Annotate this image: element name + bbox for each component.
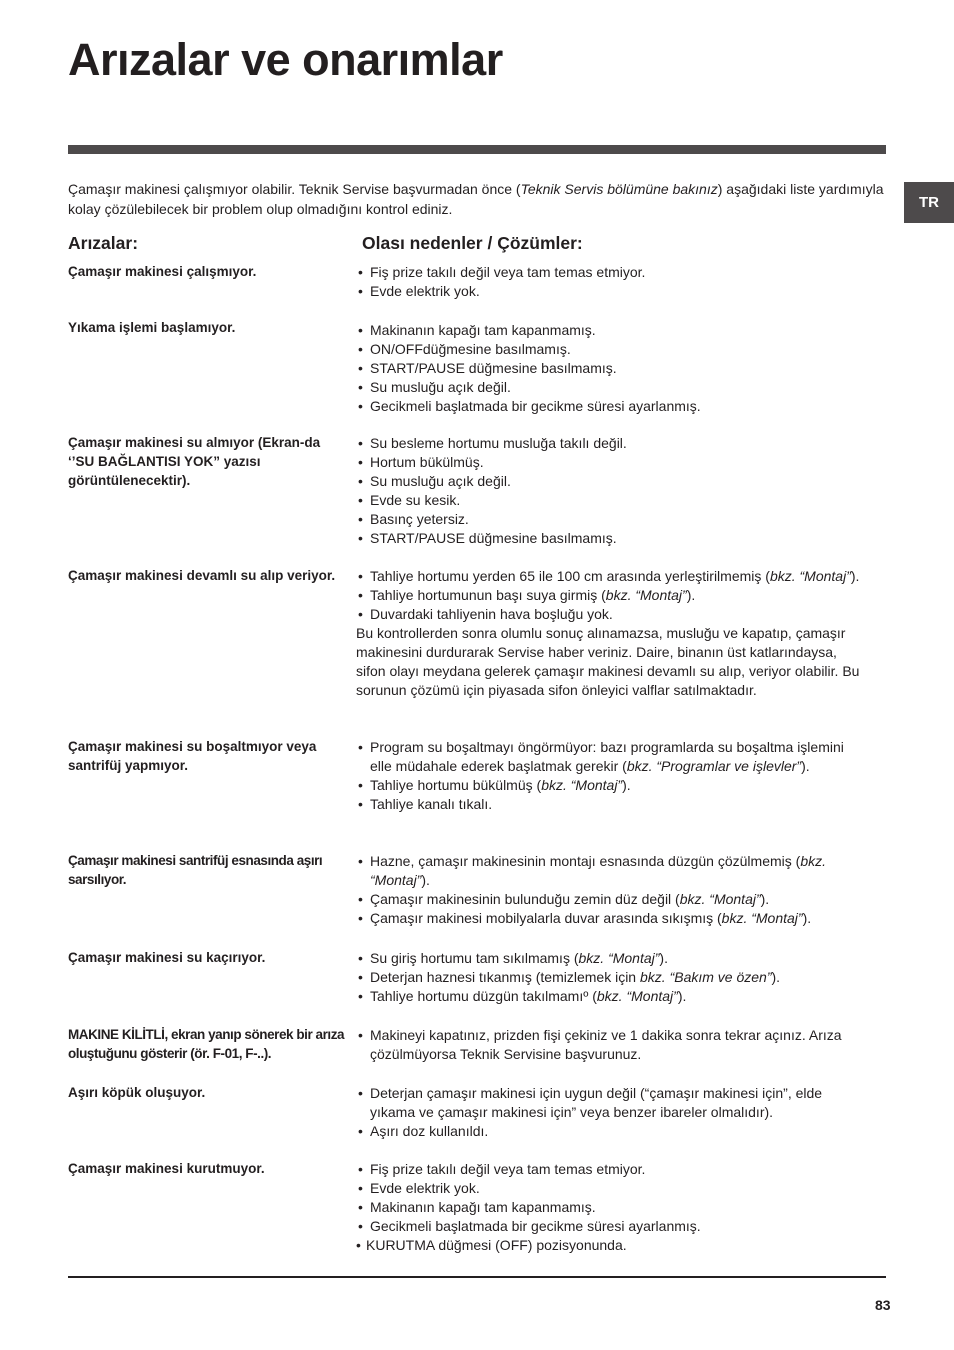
solution-list — [356, 949, 886, 1006]
solution-list — [356, 1160, 886, 1255]
solution-list — [356, 738, 846, 814]
solutions-column-header: Olası nedenler / Çözümler: — [362, 233, 583, 253]
solution-text-end: ). — [850, 568, 860, 584]
solution-text: Tahliye hortumu bükülmüş ( — [370, 777, 542, 793]
solution-item — [356, 909, 876, 928]
problem-label: Çamaşır makinesi su almıyor (Ekran-da ‘’SU BAĞLANTISI YOK” yazısı görüntülenecektir). — [68, 435, 321, 488]
solution-item: • Evde elektrik yok. — [356, 1179, 886, 1198]
problem-label: Çamaşır makinesi su kaçırıyor. — [68, 950, 266, 965]
solution-text-end: ). — [659, 950, 668, 966]
intro-text: Çamaşır makinesi çalışmıyor olabilir. Teknik Servise başvurmadan önce ( — [68, 181, 521, 197]
solution-item: • Deterjan çamaşır makinesi için uygun değil (“çamaşır makinesi için”, elde yıkama ve çamaşır makinesi için” veya benzer ibareler olmalıdır). — [356, 1084, 861, 1122]
problem-label: MAKINE KİLİTLİ, ekran yanıp sönerek bir arıza oluştuğunu gösterir (ör. F-01, F-..). — [68, 1027, 345, 1061]
solution-text: Tahliye hortumu yerden 65 ile 100 cm arasında yerleştirilmemiş ( — [370, 568, 770, 584]
solution-item — [356, 567, 886, 586]
solution-text: Deterjan haznesi tıkanmış (temizlemek için — [370, 969, 640, 985]
solution-reference: bkz. “Bakım ve özen” — [640, 969, 772, 985]
solution-text-end: ). — [801, 758, 810, 774]
solution-item: • Su besleme hortumu musluğa takılı değil. — [356, 434, 886, 453]
solution-item: • Duvardaki tahliyenin hava boşluğu yok. — [356, 605, 886, 624]
solution-item: • Evde elektrik yok. — [356, 282, 886, 301]
solution-item: • Hortum bükülmüş. — [356, 453, 886, 472]
problem-label: Aşırı köpük oluşuyor. — [68, 1085, 206, 1100]
problem-label: Çamaşır makinesi santrifüj esnasında aşırı sarsılıyor. — [68, 853, 323, 887]
solution-reference: bkz. “Programlar ve işlevler” — [626, 758, 802, 774]
problems-column-header: Arızalar: — [68, 233, 139, 253]
solution-text-end: ). — [421, 872, 430, 888]
solution-text-end: ). — [677, 988, 687, 1004]
solution-list — [356, 321, 886, 416]
solution-note: Bu kontrollerden sonra olumlu sonuç alınamazsa, musluğu ve kapatıp, çamaşır makinesini durdurarak Servise haber veriniz. Daire, binanın üst katlarındaysa, sifon olayı meydana gelerek çamaşır makinesi devamlı su alıp, veriyor olabilir. Bu sorunun çözümü için piyasada sifon önleyici valflar satılmaktadır. — [356, 625, 860, 698]
solution-text-end: ). — [622, 777, 631, 793]
solution-reference: bkz. “Montaj” — [605, 587, 687, 603]
solution-item: • Makinanın kapağı tam kapanmamış. — [356, 321, 886, 340]
problem-label: Yıkama işlemi başlamıyor. — [68, 320, 236, 335]
solution-item: • Tahliye kanalı tıkalı. — [356, 795, 846, 814]
problem-label: Çamaşır makinesi kurutmuyor. — [68, 1161, 265, 1176]
solution-item: • Makinanın kapağı tam kapanmamış. — [356, 1198, 886, 1217]
solution-item — [356, 949, 886, 968]
page-number: 83 — [875, 1297, 891, 1313]
solution-item: • Aşırı doz kullanıldı. — [356, 1122, 861, 1141]
intro-text-end: ) aşağıdaki liste yardımıyla kolay çözülebilecek bir problem olup olmadığını kontrol ediniz. — [68, 181, 884, 217]
title-divider-bar — [68, 145, 886, 154]
solution-text: Program su boşaltmayı öngörmüyor: bazı programlarda su boşaltma işlemini elle müdahale ederek başlatmak gerekir ( — [370, 739, 844, 774]
solution-list — [356, 1084, 861, 1141]
solution-text-end: ). — [760, 891, 770, 907]
solution-item: • KURUTMA düğmesi (OFF) pozisyonunda. — [356, 1236, 886, 1255]
solution-reference: bkz. “Montaj” — [370, 853, 826, 888]
solution-item: • Basınç yetersiz. — [356, 510, 886, 529]
solution-item: • START/PAUSE düğmesine basılmamış. — [356, 529, 886, 548]
solution-text: Çamaşır makinesinin bulunduğu zemin düz değil ( — [370, 891, 680, 907]
solution-reference: bkz. “Montaj” — [769, 568, 851, 584]
solution-text: Hazne, çamaşır makinesinin montajı esnasında düzgün çözülmemiş ( — [370, 853, 801, 869]
problem-label: Çamaşır makinesi su boşaltmıyor veya santrifüj yapmıyor. — [68, 739, 317, 773]
solution-item: • Makineyi kapatınız, prizden fişi çekiniz ve 1 dakika sonra tekrar açınız. Arıza çözülmüyorsa Teknik Servisine başvurunuz. — [356, 1026, 856, 1064]
solution-reference: bkz. “Montaj” — [721, 910, 803, 926]
solution-item — [356, 738, 846, 776]
solution-text-end: ). — [771, 969, 781, 985]
solution-item: • Evde su kesik. — [356, 491, 886, 510]
solution-text-end: ). — [802, 910, 812, 926]
solution-item — [356, 968, 886, 987]
solution-list — [356, 263, 886, 301]
solution-item — [356, 776, 846, 795]
solution-text: Su giriş hortumu tam sıkılmamış ( — [370, 950, 579, 966]
solution-item: • Fiş prize takılı değil veya tam temas etmiyor. — [356, 263, 886, 282]
solution-item: • Fiş prize takılı değil veya tam temas etmiyor. — [356, 1160, 886, 1179]
solution-reference: bkz. “Montaj” — [596, 988, 678, 1004]
intro-reference: Teknik Servis bölümüne bakınız — [520, 181, 718, 197]
solution-text: Tahliye hortumu düzgün takılmamıº ( — [370, 988, 597, 1004]
solution-text: Tahliye hortumunun başı suya girmiş ( — [370, 587, 606, 603]
solution-item — [356, 586, 886, 605]
solution-item — [356, 852, 876, 890]
solution-list — [356, 1026, 856, 1064]
footer-divider — [68, 1276, 886, 1278]
solution-item: • Su musluğu açık değil. — [356, 472, 886, 491]
solution-item — [356, 890, 876, 909]
solution-list — [356, 567, 886, 700]
problem-label: Çamaşır makinesi çalışmıyor. — [68, 264, 257, 279]
problem-label: Çamaşır makinesi devamlı su alıp veriyor. — [68, 568, 336, 583]
page-title: Arızalar ve onarımlar — [68, 34, 503, 85]
intro-paragraph — [68, 180, 888, 219]
solution-list — [356, 434, 886, 548]
solution-item: • ON/OFFdüğmesine basılmamış. — [356, 340, 886, 359]
solution-item — [356, 987, 886, 1006]
solution-text-end: ). — [686, 587, 696, 603]
language-tab: TR — [904, 182, 954, 223]
solution-reference: bkz. “Montaj” — [679, 891, 761, 907]
solution-item: • Gecikmeli başlatmada bir gecikme süresi ayarlanmış. — [356, 397, 886, 416]
solution-item: • Su musluğu açık değil. — [356, 378, 886, 397]
solution-reference: bkz. “Montaj” — [578, 950, 660, 966]
solution-list — [356, 852, 876, 928]
solution-item: • Gecikmeli başlatmada bir gecikme süresi ayarlanmış. — [356, 1217, 886, 1236]
solution-text: Çamaşır makinesi mobilyalarla duvar arasında sıkışmış ( — [370, 910, 722, 926]
solution-item: • START/PAUSE düğmesine basılmamış. — [356, 359, 886, 378]
solution-reference: bkz. “Montaj” — [541, 777, 623, 793]
